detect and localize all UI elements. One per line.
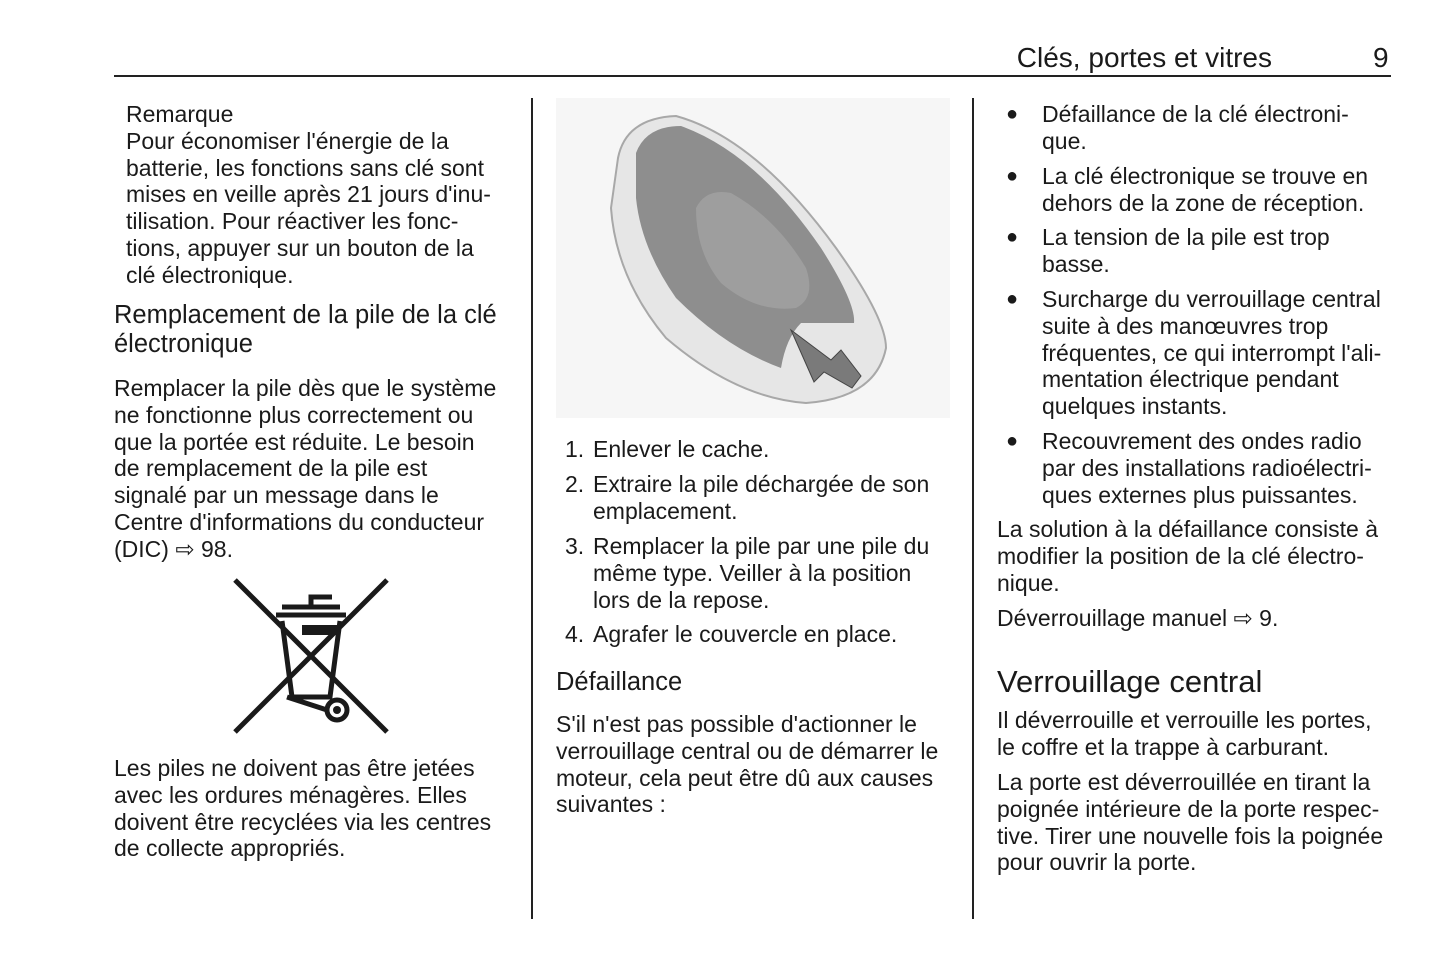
step-number: 4. — [565, 621, 585, 647]
text-line: Il déverrouille et verrouille les portes, — [997, 707, 1372, 733]
text-line: dehors de la zone de réception. — [1042, 189, 1365, 216]
text-line: Agrafer le couvercle en place. — [593, 621, 898, 647]
paragraph — [556, 711, 938, 818]
text-line: verrouillage central ou de démarrer le — [556, 737, 939, 764]
text-line: Centre d'informations du conducteur — [114, 508, 485, 535]
text-line: Déverrouillage manuel ⇨ 9. — [997, 605, 1279, 631]
bullet-icon: ● — [1006, 165, 1019, 187]
note-title: Remarque — [126, 101, 234, 127]
key-fob-image — [556, 98, 950, 418]
bullet-item — [1006, 286, 1382, 420]
text-line: (DIC) ⇨ 98. — [114, 535, 233, 562]
step-number: 2. — [565, 471, 585, 497]
section-heading — [997, 664, 1262, 700]
text-line: ne fonctionne plus correctement ou — [114, 401, 474, 428]
paragraph — [997, 707, 1372, 761]
text-line: tions, appuyer sur un bouton de la — [126, 234, 474, 261]
step-item — [565, 436, 770, 463]
step-item — [565, 621, 898, 648]
page-number: 9 — [1373, 42, 1389, 73]
text-line: lors de la repose. — [593, 586, 770, 613]
step-number: 1. — [565, 436, 585, 462]
note-block — [126, 101, 491, 289]
section-heading — [114, 301, 497, 359]
bullet-icon: ● — [1006, 226, 1019, 248]
paragraph — [997, 516, 1378, 596]
section-title: Clés, portes et vitres — [1016, 42, 1272, 73]
text-line: de collecte appropriés. — [114, 835, 346, 862]
text-line: suite à des manœuvres trop — [1042, 312, 1329, 339]
bullet-icon: ● — [1006, 103, 1019, 125]
paragraph — [114, 375, 496, 563]
bullet-item — [1006, 101, 1349, 155]
bullet-icon: ● — [1006, 430, 1019, 452]
text-line: La tension de la pile est trop — [1042, 224, 1330, 250]
text-line: modifier la position de la clé électro- — [997, 542, 1364, 569]
text-line: Pour économiser l'énergie de la — [126, 127, 449, 154]
text-line: fréquentes, ce qui interrompt l'ali- — [1042, 339, 1382, 366]
text-line: ques externes plus puissantes. — [1042, 481, 1358, 508]
text-line: Remplacer la pile par une pile du — [593, 533, 930, 559]
text-line: suivantes : — [556, 791, 666, 818]
text-line: poignée intérieure de la porte respec- — [997, 795, 1380, 822]
text-line: batterie, les fonctions sans clé sont — [126, 154, 484, 181]
text-line: Verrouillage central — [997, 664, 1263, 699]
text-line: Défaillance — [556, 668, 683, 696]
paragraph — [114, 755, 491, 862]
text-line: tive. Tirer une nouvelle fois la poignée — [997, 822, 1384, 849]
column-divider — [531, 98, 533, 919]
step-item — [565, 533, 930, 613]
paragraph — [997, 605, 1278, 632]
text-line: de remplacement de la pile est — [114, 455, 428, 482]
text-line: doivent être recyclées via les centres — [114, 808, 492, 835]
text-line: électronique — [114, 330, 253, 358]
text-line: pour ouvrir la porte. — [997, 849, 1197, 876]
text-line: basse. — [1042, 250, 1110, 277]
text-line: nique. — [997, 569, 1060, 596]
text-line: quelques instants. — [1042, 393, 1228, 420]
text-line: Défaillance de la clé électroni- — [1042, 101, 1349, 127]
text-line: mentation électrique pendant — [1042, 366, 1339, 393]
bullet-icon: ● — [1006, 288, 1019, 310]
text-line: S'il n'est pas possible d'actionner le — [556, 711, 917, 737]
text-line: que. — [1042, 127, 1087, 154]
text-line: Surcharge du verrouillage central — [1042, 286, 1381, 312]
text-line: le coffre et la trappe à carburant. — [997, 733, 1329, 760]
bullet-item — [1006, 224, 1330, 278]
text-line: Remplacer la pile dès que le système — [114, 375, 497, 401]
text-line: Remplacement de la pile de la clé — [114, 301, 497, 329]
bullet-item — [1006, 163, 1369, 217]
text-line: Extraire la pile déchargée de son — [593, 471, 930, 497]
text-line: clé électronique. — [126, 261, 294, 288]
step-item — [565, 471, 930, 525]
text-line: Les piles ne doivent pas être jetées — [114, 755, 475, 781]
recycling-bin-crossed-icon — [232, 577, 390, 735]
text-line: avec les ordures ménagères. Elles — [114, 781, 467, 808]
note-text — [126, 128, 491, 289]
text-line: La solution à la défaillance consiste à — [997, 516, 1379, 542]
step-number: 3. — [565, 533, 585, 559]
text-line: par des installations radioélectri- — [1042, 454, 1372, 481]
text-line: signalé par un message dans le — [114, 482, 439, 509]
text-line: La clé électronique se trouve en — [1042, 163, 1369, 189]
text-line: tilisation. Pour réactiver les fonc- — [126, 208, 459, 235]
key-fob-illustration — [556, 98, 950, 418]
column-divider — [972, 98, 974, 919]
text-line: Recouvrement des ondes radio — [1042, 428, 1362, 454]
text-line: que la portée est réduite. Le besoin — [114, 428, 475, 455]
text-line: mises en veille après 21 jours d'inu- — [126, 181, 491, 208]
text-line: même type. Veiller à la position — [593, 559, 912, 586]
header-rule — [114, 75, 1391, 77]
text-line: moteur, cela peut être dû aux causes — [556, 764, 934, 791]
section-heading — [556, 668, 682, 697]
text-line: Enlever le cache. — [593, 436, 770, 462]
paragraph — [997, 769, 1383, 876]
text-line: La porte est déverrouillée en tirant la — [997, 769, 1371, 795]
bullet-item — [1006, 428, 1372, 508]
text-line: emplacement. — [593, 497, 738, 524]
